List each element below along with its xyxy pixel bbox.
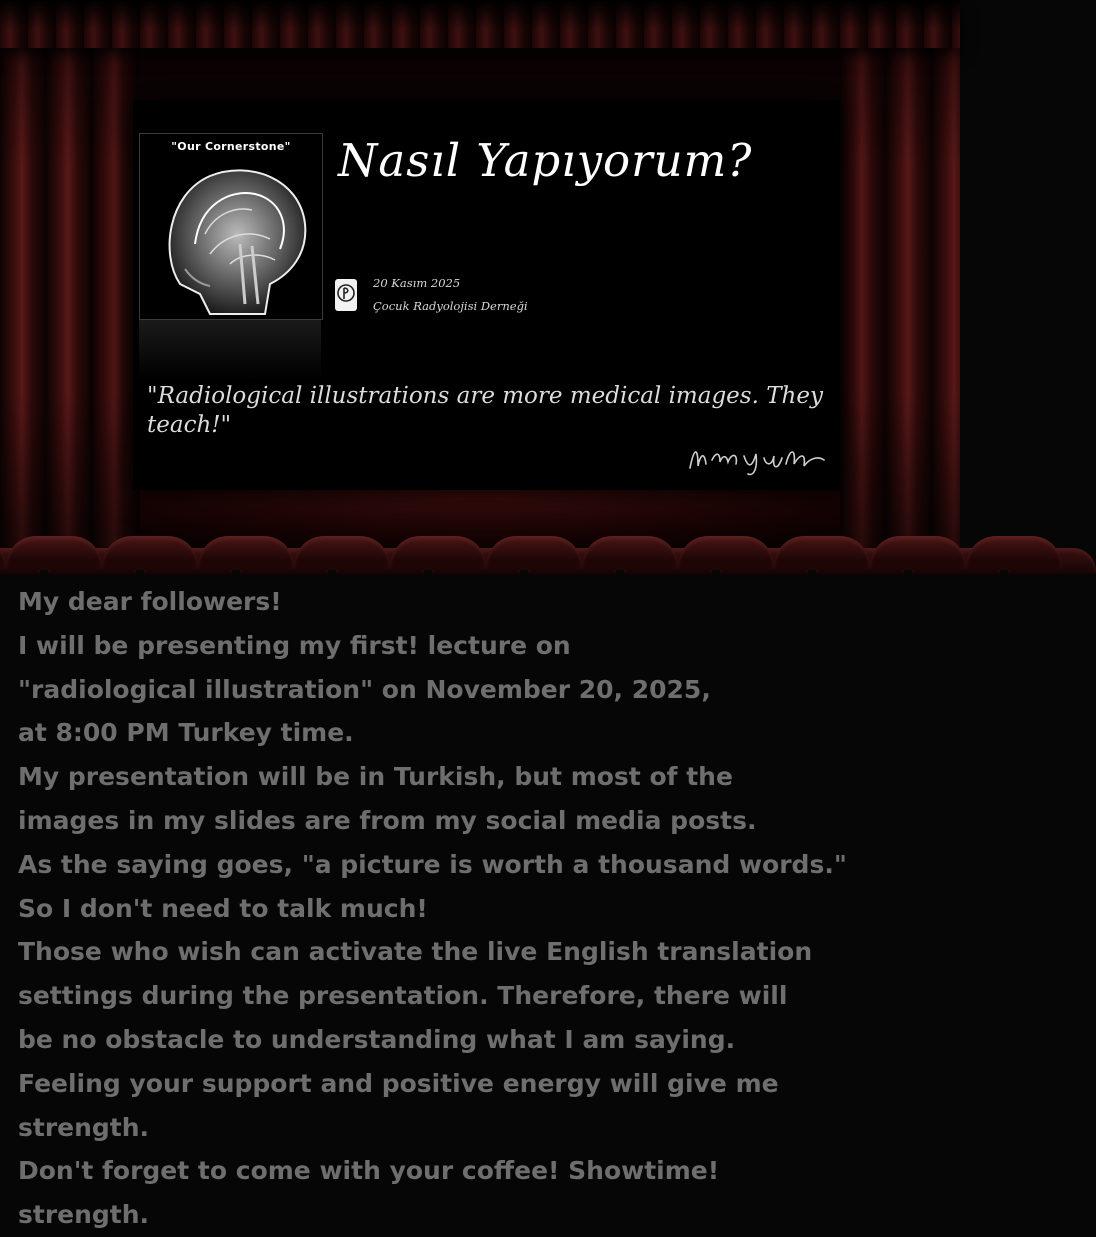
curtain-right <box>840 0 960 560</box>
seat <box>294 536 390 570</box>
post-line: settings during the presentation. Therefore, there will <box>18 981 788 1011</box>
seat <box>678 536 774 570</box>
illustration-reflection <box>139 320 321 380</box>
post-line: "radiological illustration" on November 20, 2025, <box>18 674 711 704</box>
seat <box>486 536 582 570</box>
organization-name: Çocuk Radyolojisi Derneği <box>373 299 528 313</box>
slide-quote: "Radiological illustrations are more medical images. They teach!" <box>147 383 823 438</box>
seat <box>102 536 198 570</box>
seat <box>6 536 102 570</box>
brain-mri-illustration <box>139 133 323 320</box>
post-line: As the saying goes, "a picture is worth a thousand words." <box>18 849 847 879</box>
seat <box>390 536 486 570</box>
curtain-valance <box>0 0 960 48</box>
post-line: Feeling your support and positive energy will give me <box>18 1068 779 1098</box>
seat <box>870 536 966 570</box>
post-line: images in my slides are from my social media posts. <box>18 805 757 835</box>
post-line: strength. <box>18 1200 150 1230</box>
seat <box>582 536 678 570</box>
presentation-slide <box>133 100 840 490</box>
theater-background <box>0 0 960 570</box>
head-sagittal-icon <box>140 134 322 319</box>
society-logo-icon <box>334 278 358 312</box>
seat <box>198 536 294 570</box>
post-line: at 8:00 PM Turkey time. <box>18 718 354 748</box>
post-line: So I don't need to talk much! <box>18 893 428 923</box>
signature-icon <box>686 438 828 478</box>
post-line: Don't forget to come with your coffee! Showtime! <box>18 1156 720 1186</box>
post-line: strength. <box>18 1112 150 1142</box>
post-line: My presentation will be in Turkish, but most of the <box>18 762 733 792</box>
post-line: be no obstacle to understanding what I am saying. <box>18 1024 736 1054</box>
post-line: I will be presenting my first! lecture on <box>18 630 571 660</box>
illustration-caption: "Our Cornerstone" <box>171 140 291 153</box>
seat <box>966 536 1062 570</box>
slide-title: Nasıl Yapıyorum? <box>338 134 753 187</box>
theater-seats <box>0 530 960 570</box>
curtain-left <box>0 0 140 560</box>
post-line: Those who wish can activate the live English translation <box>18 937 813 967</box>
seat <box>774 536 870 570</box>
post-line: My dear followers! <box>18 587 282 616</box>
post-text <box>18 580 953 1230</box>
event-date: 20 Kasım 2025 <box>373 276 461 290</box>
